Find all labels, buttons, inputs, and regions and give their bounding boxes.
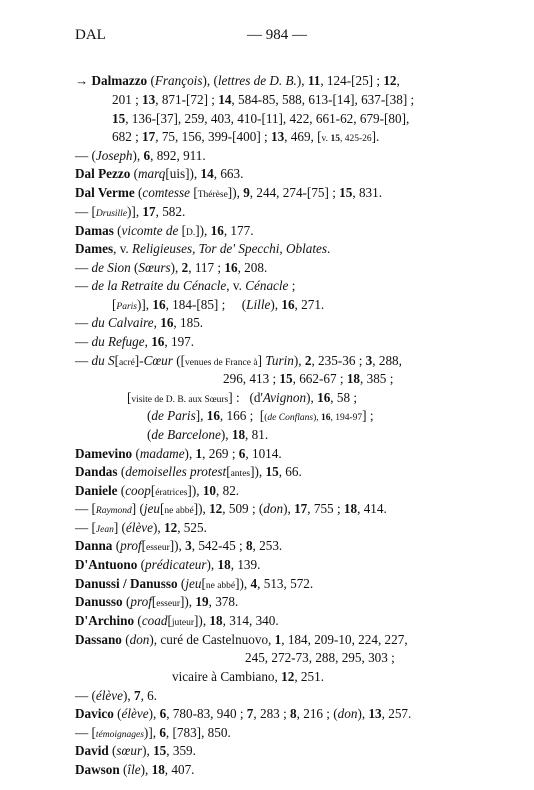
index-line: — de la Retraite du Cénacle, v. Cénacle ; [75, 278, 296, 293]
index-line: 682 ; 17, 75, 156, 399-[400] ; 13, 469, [v. 15, 425-26]. [112, 129, 380, 144]
index-line: — [Raymond] (jeu[ne abbé]), 12, 509 ; (don), 17, 755 ; 18, 414. [75, 501, 387, 516]
index-line: — du S[acré]-Cœur ([venues de France à] Turin), 2, 235-36 ; 3, 288, [75, 353, 402, 368]
index-line: — du Calvaire, 16, 185. [75, 315, 204, 330]
index-line: Damas (vicomte de [D.]), 16, 177. [75, 223, 254, 238]
index-line: David (sœur), 15, 359. [75, 743, 196, 758]
index-line: 201 ; 13, 871-[72] ; 14, 584-85, 588, 613-[14], 637-[38] ; [112, 92, 415, 107]
index-line: Danusso (prof[esseur]), 19, 378. [75, 594, 239, 609]
index-line: (de Paris], 16, 166 ; [(de Conflans), 16, 194-97] ; [147, 408, 374, 423]
index-line: — du Refuge, 16, 197. [75, 334, 195, 349]
index-line: Damevino (madame), 1, 269 ; 6, 1014. [75, 446, 282, 461]
index-line: 296, 413 ; 15, 662-67 ; 18, 385 ; [223, 371, 394, 386]
index-line: 15, 136-[37], 259, 403, 410-[11], 422, 661-62, 679-[80], [112, 111, 410, 126]
index-line: vicaire à Cambiano, 12, 251. [172, 669, 324, 684]
index-line: 245, 272-73, 288, 295, 303 ; [245, 650, 395, 665]
index-line: — (Joseph), 6, 892, 911. [75, 148, 206, 163]
index-line: Dassano (don), curé de Castelnuovo, 1, 184, 209-10, 224, 227, [75, 632, 408, 647]
index-line: Danna (prof[esseur]), 3, 542-45 ; 8, 253. [75, 538, 283, 553]
index-line: [visite de D. B. aux Sœurs] : (d'Avignon), 16, 58 ; [127, 390, 358, 405]
index-line: (de Barcelone), 18, 81. [147, 427, 269, 442]
index-line: — de Sion (Sœurs), 2, 117 ; 16, 208. [75, 260, 268, 275]
index-line: Daniele (coop[ératrices]), 10, 82. [75, 483, 240, 498]
index-line: Dal Verme (comtesse [Thérèse]), 9, 244, 274-[75] ; 15, 831. [75, 185, 383, 200]
index-line: Davico (élève), 6, 780-83, 940 ; 7, 283 ; 8, 216 ; (don), 13, 257. [75, 706, 412, 721]
index-line: D'Antuono (prédicateur), 18, 139. [75, 557, 261, 572]
index-line: → Dalmazzo (François), (lettres de D. B.), 11, 124-[25] ; 12, [75, 73, 400, 88]
index-line: Danussi / Danusso (jeu[ne abbé]), 4, 513, 572. [75, 576, 314, 591]
index-line: — [témoignages)], 6, [783], 850. [75, 725, 231, 740]
index-line: — (élève), 7, 6. [75, 688, 158, 703]
index-line: Dames, v. Religieuses, Tor de' Specchi, Oblates. [75, 241, 331, 256]
index-line: D'Archino (coad[juteur]), 18, 314, 340. [75, 613, 279, 628]
running-head-left: DAL [75, 27, 106, 43]
index-line: Dawson (île), 18, 407. [75, 762, 195, 777]
index-line: Dandas (demoiselles protest[antes]), 15, 66. [75, 464, 302, 479]
index-line: Dal Pezzo (marq[uis]), 14, 663. [75, 166, 244, 181]
page-number: — 984 — [247, 27, 307, 43]
index-line: — [Drusille)], 17, 582. [75, 204, 186, 219]
index-line: [Paris)], 16, 184-[85] ; (Lille), 16, 271. [112, 297, 325, 312]
index-line: — [Jean] (élève), 12, 525. [75, 520, 207, 535]
